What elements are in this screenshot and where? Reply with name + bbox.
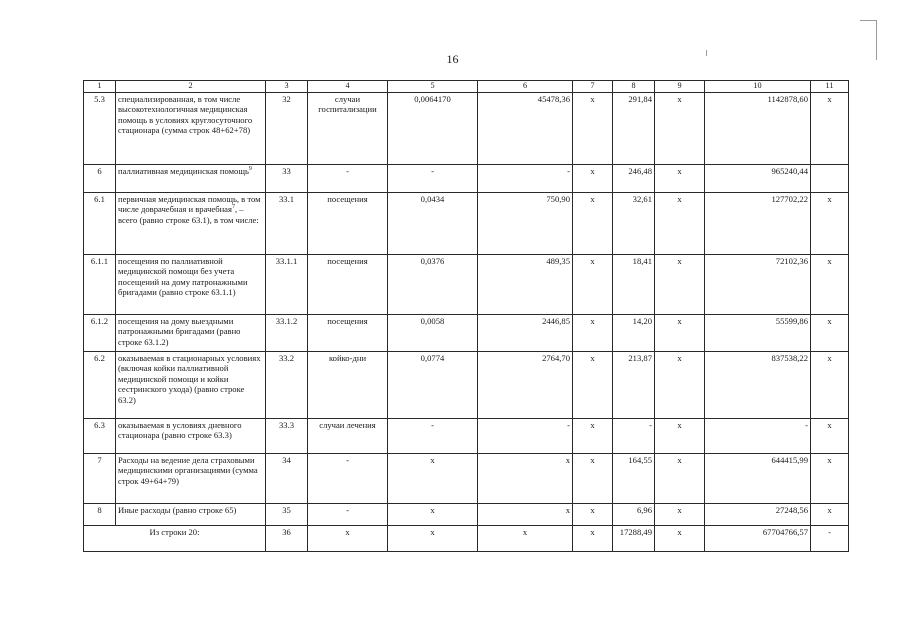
summary-label: Из строки 20:: [84, 526, 266, 552]
table-cell: 72102,36: [705, 255, 811, 315]
table-cell: х: [388, 454, 478, 504]
column-header: 10: [705, 81, 811, 93]
table-cell: 33.3: [266, 419, 308, 454]
row-description-text: посещения на дому выездными патронажными бригадами (равно строке 63.1.2): [118, 316, 241, 347]
table-cell: 837538,22: [705, 352, 811, 419]
column-header: 2: [116, 81, 266, 93]
table-cell: 164,55: [613, 454, 655, 504]
table-cell: посещения: [308, 193, 388, 255]
table-row: [84, 315, 849, 352]
table-row: [84, 352, 849, 419]
table-cell: х: [655, 193, 705, 255]
table-cell: 2764,70: [478, 352, 573, 419]
table-cell: 27248,56: [705, 504, 811, 526]
column-header: 8: [613, 81, 655, 93]
row-description-text: посещения по паллиативной медицинской помощи без учета посещений на дому патронажными бригадами (равно строке 63.1.1): [118, 256, 248, 298]
table-row: [84, 454, 849, 504]
table-cell: х: [655, 255, 705, 315]
table-cell: х: [573, 165, 613, 193]
expenses-table: [83, 80, 849, 552]
summary-cell: х: [573, 526, 613, 552]
table-cell: 644415,99: [705, 454, 811, 504]
table-cell: х: [573, 315, 613, 352]
summary-cell: -: [811, 526, 849, 552]
column-header: 3: [266, 81, 308, 93]
row-description: [116, 255, 266, 315]
table-cell: -: [388, 419, 478, 454]
table-cell: 965240,44: [705, 165, 811, 193]
table-cell: х: [655, 454, 705, 504]
table-cell: -: [613, 419, 655, 454]
table-cell: х: [655, 352, 705, 419]
summary-cell: 36: [266, 526, 308, 552]
table-cell: х: [655, 504, 705, 526]
row-description: [116, 315, 266, 352]
table-cell: х: [478, 454, 573, 504]
table-cell: случаи лечения: [308, 419, 388, 454]
column-header: 4: [308, 81, 388, 93]
table-cell: 34: [266, 454, 308, 504]
table-row: [84, 419, 849, 454]
table-cell: посещения: [308, 255, 388, 315]
table-row: [84, 165, 849, 193]
table-row: [84, 93, 849, 165]
table-cell: х: [478, 504, 573, 526]
summary-cell: 17288,49: [613, 526, 655, 552]
row-description-text: паллиативная медицинская помощь: [118, 166, 249, 176]
table-cell: -: [308, 454, 388, 504]
table-cell: -: [478, 419, 573, 454]
row-number: 6: [84, 165, 116, 193]
column-header: 7: [573, 81, 613, 93]
table-row: [84, 193, 849, 255]
table-cell: 0,0774: [388, 352, 478, 419]
scan-edge-mark: [706, 50, 707, 56]
table-cell: 33.2: [266, 352, 308, 419]
table-cell: х: [655, 419, 705, 454]
table-cell: 213,87: [613, 352, 655, 419]
table-cell: 55599,86: [705, 315, 811, 352]
summary-row: [84, 526, 849, 552]
table-cell: 127702,22: [705, 193, 811, 255]
table-cell: х: [811, 255, 849, 315]
table-cell: -: [705, 419, 811, 454]
row-number: 6.2: [84, 352, 116, 419]
row-description: [116, 419, 266, 454]
table-cell: х: [811, 93, 849, 165]
footnote-mark: 9: [248, 166, 252, 173]
table-cell: х: [655, 93, 705, 165]
table-cell: 291,84: [613, 93, 655, 165]
table-cell: 0,0064170: [388, 93, 478, 165]
table-row: [84, 504, 849, 526]
column-header: 5: [388, 81, 478, 93]
table-cell: х: [573, 193, 613, 255]
table-cell: [811, 165, 849, 193]
row-description-text: оказываемая в условиях дневного стационара (равно строке 63.3): [118, 420, 242, 441]
column-header: 11: [811, 81, 849, 93]
page-number: 16: [446, 52, 459, 66]
table-cell: -: [308, 165, 388, 193]
scan-edge-mark: [876, 20, 877, 60]
table-cell: х: [811, 352, 849, 419]
summary-cell: х: [308, 526, 388, 552]
table-row: [84, 255, 849, 315]
table-cell: случаи госпитализации: [308, 93, 388, 165]
table-cell: х: [388, 504, 478, 526]
table-cell: х: [573, 504, 613, 526]
column-numbers-row: [84, 81, 849, 93]
table-cell: -: [388, 165, 478, 193]
summary-cell: х: [478, 526, 573, 552]
row-description-text: первичная медицинская помощь, в том числе доврачебная и врачебная: [118, 194, 261, 215]
row-description-text: , – всего (равно строке 63.1), в том числе:: [118, 204, 259, 225]
column-header: 6: [478, 81, 573, 93]
row-number: 8: [84, 504, 116, 526]
column-header: 1: [84, 81, 116, 93]
table-cell: 1142878,60: [705, 93, 811, 165]
table-cell: 33: [266, 165, 308, 193]
table-cell: 0,0058: [388, 315, 478, 352]
table-cell: х: [573, 255, 613, 315]
scan-edge-mark: [860, 20, 876, 21]
table-cell: 2446,85: [478, 315, 573, 352]
table-cell: 489,35: [478, 255, 573, 315]
table-cell: 35: [266, 504, 308, 526]
row-number: 5.3: [84, 93, 116, 165]
table-cell: 14,20: [613, 315, 655, 352]
table-cell: -: [308, 504, 388, 526]
table-cell: 32,61: [613, 193, 655, 255]
row-description-text: специализированная, в том числе высокотехнологичная медицинская помощь в условиях круглосуточного стационара (сумма строк 48+62+78): [118, 94, 253, 136]
row-number: 6.3: [84, 419, 116, 454]
table-cell: х: [811, 419, 849, 454]
table-cell: 246,48: [613, 165, 655, 193]
row-number: 6.1.2: [84, 315, 116, 352]
row-description: [116, 93, 266, 165]
table-cell: 750,90: [478, 193, 573, 255]
row-description: [116, 165, 266, 193]
summary-cell: 67704766,57: [705, 526, 811, 552]
table-cell: 6,96: [613, 504, 655, 526]
table-cell: х: [573, 454, 613, 504]
table-cell: -: [478, 165, 573, 193]
row-description-text: оказываемая в стационарных условиях (включая койки паллиативной медицинской помощи и койки сестринского ухода) (равно строке 63.2): [118, 353, 261, 405]
table-cell: х: [811, 193, 849, 255]
row-description-text: Иные расходы (равно строке 65): [118, 505, 237, 515]
table-cell: 0,0434: [388, 193, 478, 255]
table-cell: х: [573, 419, 613, 454]
table-cell: х: [811, 315, 849, 352]
column-header: 9: [655, 81, 705, 93]
row-description: [116, 352, 266, 419]
table-cell: х: [811, 454, 849, 504]
summary-cell: х: [388, 526, 478, 552]
table-cell: 33.1: [266, 193, 308, 255]
table-cell: 33.1.1: [266, 255, 308, 315]
summary-cell: х: [655, 526, 705, 552]
table-cell: х: [573, 352, 613, 419]
table-cell: х: [573, 93, 613, 165]
table-cell: х: [811, 504, 849, 526]
table-cell: посещения: [308, 315, 388, 352]
footnote-mark: 7: [231, 204, 235, 211]
row-description: [116, 454, 266, 504]
table-cell: х: [655, 315, 705, 352]
row-description-text: Расходы на ведение дела страховыми медицинскими организациями (сумма строк 49+64+79): [118, 455, 258, 486]
row-number: 6.1.1: [84, 255, 116, 315]
table-cell: койко-дни: [308, 352, 388, 419]
row-description: [116, 193, 266, 255]
table-cell: 32: [266, 93, 308, 165]
row-description: [116, 504, 266, 526]
row-number: 6.1: [84, 193, 116, 255]
table-cell: 45478,36: [478, 93, 573, 165]
row-number: 7: [84, 454, 116, 504]
table-cell: 18,41: [613, 255, 655, 315]
table-cell: 0,0376: [388, 255, 478, 315]
table-cell: 33.1.2: [266, 315, 308, 352]
table-cell: х: [655, 165, 705, 193]
